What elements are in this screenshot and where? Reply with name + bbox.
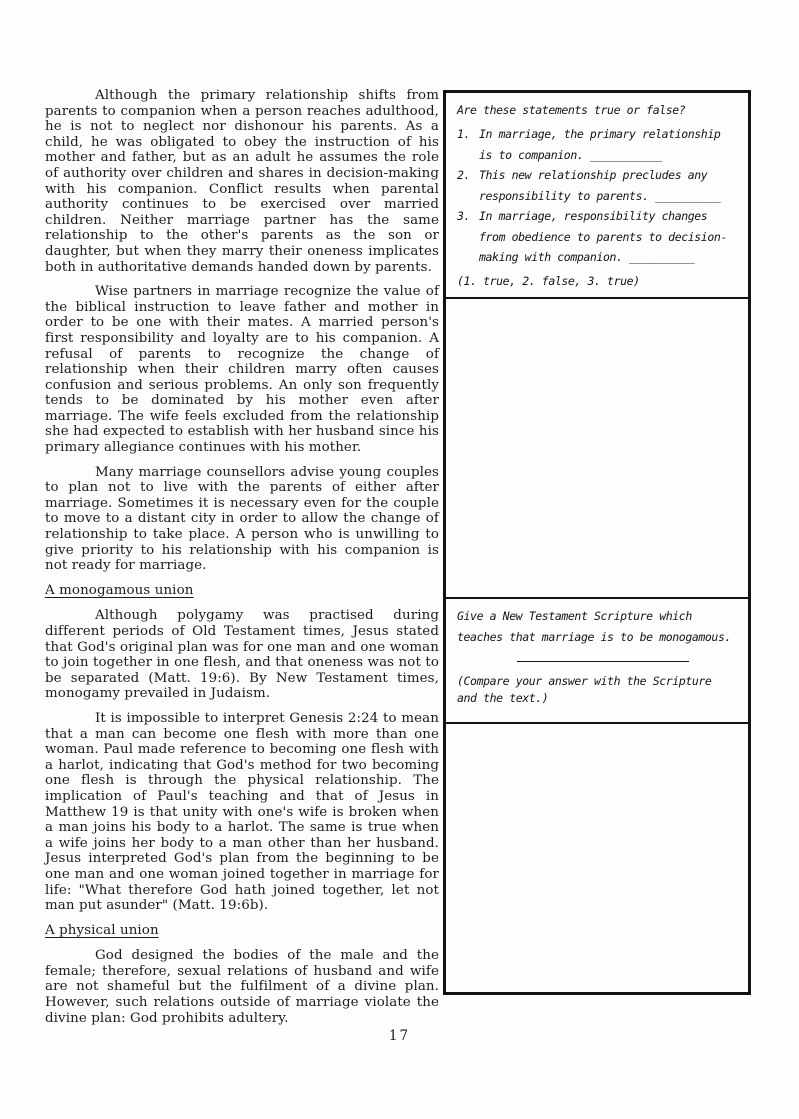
quiz-item-text: This new relationship precludes any responsibility to parents. __________: [479, 168, 721, 203]
quiz-item-number: 2.: [457, 168, 471, 182]
quiz-answer-key: (1. true, 2. false, 3. true): [457, 274, 640, 288]
quiz-item-1: [457, 124, 737, 165]
true-false-quiz-section: [446, 93, 748, 299]
quiz-item-number: 3.: [457, 209, 471, 223]
quiz-item-text: In marriage, the primary relationship is to companion. ___________: [479, 127, 721, 162]
quiz-item-3: [457, 206, 737, 268]
workbook-sidebar-box: [443, 90, 751, 995]
paragraph-physical-union: God designed the bodies of the male and the female; therefore, sexual relations of husband and wife are not shameful but the fulfilment of a divine plan. However, such relations outside of marriage violate the divine plan: God prohibits adultery.: [45, 948, 439, 1026]
paragraph-polygamy: Although polygamy was practised during different periods of Old Testament times, Jesus stated that God's original plan was for one man and one woman to join together in one flesh, and that oneness was not to be separated (Matt. 19:6). By New Testament times, monogamy prevailed in Judaism.: [45, 608, 439, 702]
article-column: [45, 88, 439, 1035]
paragraph-relationship-shift: Although the primary relationship shifts from parents to companion when a person reaches adulthood, he is not to neglect nor dishonour his parents. As a child, he was obligated to obey the instruction of his mother and father, but as an adult he assumes the role of authority over children and shares in decision-making with his companion. Conflict results when parental authority continues to be exercised over married children. Neither marriage partner has the same relationship to the other's parents as the son or daughter, but when they marry their oneness implicates both in authoritative demands handed down by parents.: [45, 88, 439, 275]
quiz-prompt: Are these statements true or false?: [457, 103, 686, 117]
paragraph-wise-partners: Wise partners in marriage recognize the value of the biblical instruction to leave father and mother in order to be one with their mates. A married person's first responsibility and loyalty are to his companion. A refusal of parents to recognize the change of relationship when their children marry often causes confusion and serious problems. An only son frequently tends to be dominated by his mother even after marriage. The wife feels excluded from the relationship she had expected to establish with her husband since his primary allegiance continues with his mother.: [45, 284, 439, 456]
blank-workspace-lower: [446, 724, 748, 992]
exercise-note: (Compare your answer with the Scripture and the text.): [457, 674, 712, 705]
quiz-item-number: 1.: [457, 127, 471, 141]
page-number: 17: [388, 1028, 411, 1044]
section-heading-monogamous-union: A monogamous union: [45, 582, 194, 598]
scripture-exercise-section: [446, 599, 748, 724]
answer-blank-line: [517, 661, 689, 662]
section-heading-physical-union: A physical union: [45, 922, 159, 938]
paragraph-genesis: It is impossible to interpret Genesis 2:24 to mean that a man can become one flesh with more than one woman. Paul made reference to becoming one flesh with a harlot, indicating that God's method for two becoming one flesh is through the physical relationship. The implication of Paul's teaching and that of Jesus in Matthew 19 is that unity with one's wife is broken when a man joins his body to a harlot. The same is true when a wife joins her body to a man other than her husband. Jesus interpreted God's plan from the beginning to be one man and one woman joined together in marriage for life: "What therefore God hath joined together, let not man put asunder" (Matt. 19:6b).: [45, 710, 439, 914]
blank-workspace-upper: [446, 299, 748, 599]
quiz-item-text: In marriage, responsibility changes from obedience to parents to decision-making with companion. __________: [479, 209, 727, 264]
exercise-prompt: Give a New Testament Scripture which teaches that marriage is to be monogamous.: [457, 609, 731, 644]
quiz-item-2: [457, 165, 737, 206]
paragraph-counsellors: Many marriage counsellors advise young couples to plan not to live with the parents of either after marriage. Sometimes it is necessary even for the couple to move to a distant city in order to allow the change of relationship to take place. A person who is unwilling to give priority to his relationship with his companion is not ready for marriage.: [45, 464, 439, 574]
